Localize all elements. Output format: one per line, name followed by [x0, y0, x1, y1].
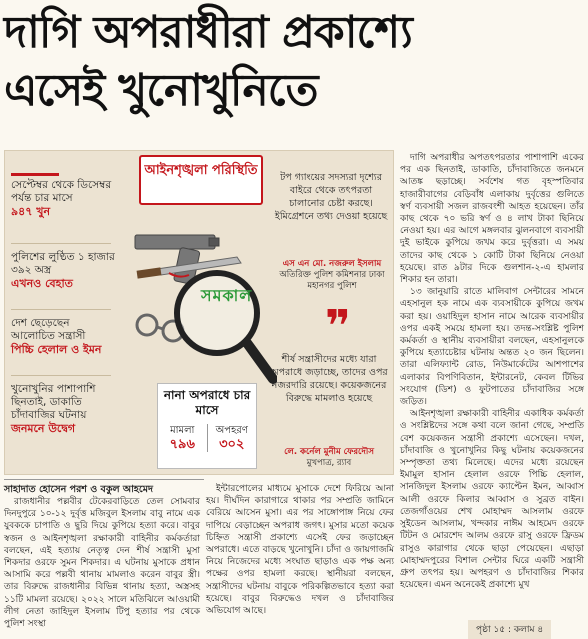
headline	[4, 4, 584, 120]
attribution-name: লে. কর্নেল মুনীম ফেরদৌস	[284, 447, 374, 457]
divider	[11, 375, 111, 376]
headline-line-1: দাগি অপরাধীরা প্রকাশ্যে	[4, 7, 412, 58]
newspaper-watermark: সমকাল	[201, 286, 253, 305]
stat-fled	[11, 317, 115, 357]
attribution-role: অতিরিক্ত পুলিশ কমিশনার ঢাকা মহানগর পুলিশ	[279, 270, 385, 291]
rab-quote: শীর্ষ সন্ত্রাসীদের মধ্যে যারা অপরাধে জড়াচ্ছে, তাদের ওপর নজরদারি রয়েছে। কয়েকজনের বিরুদ্ধে মামলাও হয়েছে	[270, 354, 388, 404]
crime-stats-table	[158, 424, 256, 452]
article-paragraph: দাগি অপরাধীর অপতৎপরতার পাশাপাশি একের পর এক ছিনতাই, ডাকাতি, চাঁদাবাজিতে জনমনে আতঙ্ক ছড়াচ্ছে। সর্বশেষ গত বৃহস্পতিবার হাজারীবাগের বেড়িবাঁধ এলাকায় দুর্বৃত্তের গুলিতে স্বর্ণ ব্যবসায়ী সজল রাজবংশী আহত হয়েছেন। তাঁর কাছ থেকে ৭০ ভরি স্বর্ণ ও ৪ লাখ টাকা ছিনিয়ে নেওয়া হয়। এর আগে মঙ্গলবার ঝুলনবাগে ব্যবসায়ী দুই ভাইকে কুপিয়ে জখম করে দুর্বৃত্তরা। এ সময় তাদের কাছ থেকে ১ কোটি টাকা ছিনিয়ে নেওয়া হয়েছে। রাত ৯টার দিকে গুলশান-২-এ হামলার শিকার হন তারা।	[400, 153, 584, 286]
stat-text: সেপ্টেম্বর থেকে ডিসেম্বর পর্যন্ত চার মাসে	[11, 179, 112, 204]
infographic-stats	[5, 151, 115, 474]
crime-stat-abductions	[207, 424, 257, 452]
stat-highlight: পিচ্চি হেলাল ও ইমন	[11, 343, 102, 356]
article-paragraph: ১৩ জানুয়ারি রাতে মালিবাগ সেন্টারের সামনে এহসানুল হক নামে এক ব্যবসায়ীকে কুপিয়ে জখম করা হয়। ওয়াহিদুল হাসান নামে আরেক ব্যবসায়ীর ওপর একই সময়ে হামলা হয়। তদন্ত-সংশ্লিষ্ট পুলিশ কর্মকর্তা ও স্থানীয় ব্যবসায়ীরা বলছেন, এহসানুলকে কুপিয়ে হত্যাচেষ্টার ঘটনায় অন্তত ২০ জন ছিলেন। তারা এলিফ্যান্ট রোড, নিউমার্কেটের আশপাশের এলাকার বিপণিবিতান, ইন্টারনেট, কেবল টিভির সংযোগ (ডিশ) ও ফুটপাতের চাঁদাবাজির সঙ্গে জড়িত।	[400, 287, 584, 408]
police-quote-attribution	[273, 259, 391, 292]
crime-stat-value: ৭৯৬	[169, 437, 195, 452]
crime-stats-box	[157, 383, 257, 469]
bottom-column-1	[4, 496, 200, 630]
stat-killings	[11, 173, 115, 219]
stat-concern	[11, 383, 115, 436]
crime-stats-title: নানা অপরাধে চার মাসে	[163, 388, 251, 417]
stat-text: পুলিশের লুণ্ঠিত ১ হাজার ৩৯২ অস্ত্র	[11, 251, 115, 276]
stat-weapons	[11, 251, 115, 291]
police-quote: টপ গ্যাংয়ের সদস্যরা দৃশ্যের বাইরে থেকে তৎপরতা চালানোর চেষ্টা করছে। ইমিগ্রেশনে তথ্য দেওয়া হয়েছে	[274, 172, 388, 222]
stat-text: খুনোখুনির পাশাপাশি ছিনতাই, ডাকাতি চাঁদাবাজির ঘটনায়	[11, 383, 96, 421]
divider	[11, 309, 111, 310]
crime-stat-value: ৩০২	[219, 437, 245, 452]
stat-bar	[11, 173, 59, 176]
crime-stat-cases	[158, 424, 207, 452]
law-order-title: আইনশৃঙ্খলা পরিস্থিতি	[144, 163, 258, 178]
headline-line-2: এসেই খুনোখুনিতে	[4, 65, 318, 116]
bottom-column-2	[206, 483, 394, 617]
rab-quote-attribution	[267, 447, 391, 469]
stat-text: দেশ ছেড়েছেন আলোচিত সন্ত্রাসী	[11, 317, 86, 342]
right-column-article	[400, 152, 584, 591]
stat-highlight: এখনও বেহাত	[11, 277, 73, 290]
crime-illustration	[117, 205, 277, 385]
page-reference: পৃষ্ঠা ১৫ : কলাম ৪	[468, 620, 551, 639]
stat-highlight: জনমনে উদ্বেগ	[11, 422, 76, 435]
quote-mark-icon: ❞	[325, 301, 351, 352]
crime-stat-label: অপহরণ	[215, 425, 248, 436]
crime-stat-label: মামলা	[170, 425, 195, 436]
divider	[11, 243, 111, 244]
article-paragraph: আইনশৃঙ্খলা রক্ষাকারী বাহিনীর একাধিক কর্মকর্তা ও সংশ্লিষ্টদের সঙ্গে কথা বলে জানা গেছে, সম্প্রতি বেশ কয়েকজন সন্ত্রাসী প্রকাশ্যে এসেছেন। দখল, চাঁদাবাজি ও খুনোখুনির কিছু ঘটনায় কয়েকজনের সম্পৃক্ততা তথ্য মিলেছে। এদের মধ্যে রয়েছেন ইমামুল হাসান হেলাল ওরফে পিচ্চি হেলাল, সানজিদুল ইসলাম ওরফে ক্যাপ্টেন ইমন, আব্বাস আলী ওরফে কিলার আব্বাস ও সুব্রত বাইন। তেজগাঁওয়ের শেখ মোহাম্মদ আসলাম ওরফে সুইডেন আসলাম, খন্দকার নাঈম আহমেদ ওরফে টিটন ও মোরশেদ আলম ওরফে রাসু ওরফে ফ্রিডম রাসুও কারাগার থেকে ছাড়া পেয়েছেন। এছাড়া মোহাম্মদপুরের বিশাল সেন্টার ঘিরে একটি সন্ত্রাসী গ্রুপ তৎপর হয়। অপহরণ ও চাঁদাবাজির শিকার হয়েছেন। এমন অনেকেই প্রকাশ্যে মুখ	[400, 409, 584, 591]
byline: সাহাদাত হোসেন পরশ ও বকুল আহমেদ	[4, 479, 204, 498]
attribution-role: মুখপাত্র, র‍্যাব	[306, 458, 352, 468]
law-order-title-box	[139, 155, 263, 205]
article-paragraph: ইন্টারপোলের মাধ্যমে মুসাকে দেশে ফিরিয়ে আনা হয়। দীর্ঘদিন কারাগারে থাকার পর সম্প্রতি জামিনে বেরিয়ে আসেন মুসা। এর পর সাঙ্গোপাঙ্গ নিয়ে ফের দাপিয়ে বেড়াচ্ছেন অপরাধ জগৎ। মুসার মতো কয়েক চিহ্নিত সন্ত্রাসী প্রকাশ্যে এসেই ফের জড়াচ্ছেন অপরাধে। এতে বাড়ছে খুনোখুনি। চাঁদা ও জায়গাজমি নিয়ে নিজেদের মধ্যে সংঘাত ছাড়াও এক পক্ষ অন্য পক্ষের ওপর হামলা করছে। স্থানীয়রা বলছেন, সন্ত্রাসীদের ঘটনায় বাবুকে পরিকল্পিতভাবে হত্যা করা হয়েছে। বাবুর বিরুদ্ধেও দখল ও চাঁদাবাজির অভিযোগ আছে।	[206, 484, 394, 617]
attribution-name: এস এন মো. নজরুল ইসলাম	[282, 259, 382, 269]
infographic	[4, 150, 394, 475]
article-paragraph: রাজধানীর পল্লবীর টেকেরবাড়িতে তেল সোমবার দিনদুপুরে ১০-১২ দুর্বৃত্ত মজিবুল ইসলাম বাবু নামে এক যুবককে চাপাতি ও ছুরি দিয়ে কুপিয়ে হত্যা করে। বাবুর স্বজন ও আইনশৃঙ্খলা রক্ষাকারী বাহিনীর কর্মকর্তারা বলছেন, এই হত্যায় নেতৃত্ব দেন শীর্ষ সন্ত্রাসী মুসা শিকদার ওরফে সুমন শিকদার। এ ঘটনায় মুসাকে প্রধান আসামি করে পল্লবী থানায় মামলাও করেন বাবুর স্ত্রী। তার বিরুদ্ধে রাজধানীর বিভিন্ন থানায় হত্যা, অস্ত্রসহ ১১টি মামলা রয়েছে। ২০২২ সালে মতিঝিলে আওয়ামী লীগ নেতা জাহিদুল ইসলাম টিপু হত্যার পর থেকে পুলিশ সংস্থা	[4, 497, 200, 630]
stat-highlight: ৯৪৭ খুন	[11, 205, 51, 218]
